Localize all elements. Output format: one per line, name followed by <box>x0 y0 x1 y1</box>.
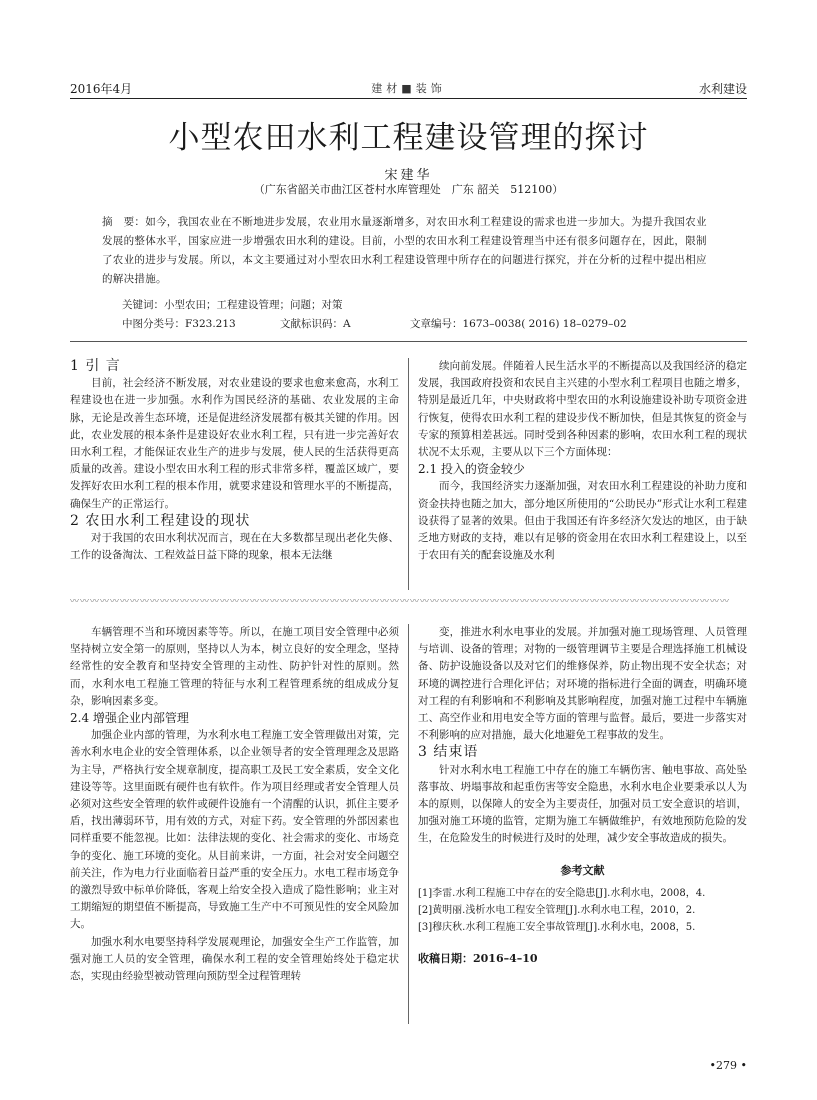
section-heading-intro: 1 引 言 <box>70 358 121 374</box>
subsection-heading-2-4: 2.4 增强企业内部管理 <box>70 711 189 726</box>
paragraph-conclusion: 针对水利水电工程施工中存在的施工车辆伤害、触电事故、高处坠落事故、坍塌事故和起重伤害等安全隐患，水利水电企业要秉承以人为本的原则，以保障人的安全为主要责任，加强对员工安全意识的培训，加强对施工环境的监管，定期为施工车辆做维护，有效地预防危险的发生，在危险发生的时候进行及时的处理，减少安全事故造成的损失。 <box>418 763 747 845</box>
lower-left-column <box>70 624 399 985</box>
paragraph-continued: 续向前发展。伴随着人民生活水平的不断提高以及我国经济的稳定发展，我国政府投资和农民自主兴建的小型水利工程项目也随之增多，特别是最近几年，中央财政将中型农田的水利设施建设补助专项资金进行恢复，使得农田水利工程的建设步伐不断加快，但是其恢复的资金与专家的预算相差甚远。同时受到各种因素的影响，农田水利工程的现状状况不太乐观，主要从以下三个方面体现： <box>418 360 747 459</box>
article-number: 文章编号：1673–0038( 2016) 18–0279–02 <box>410 318 627 330</box>
affiliation: （广东省韶关市曲江区苍村水库管理处 广东 韶关 512100） <box>253 183 564 196</box>
upper-left-column <box>70 358 399 564</box>
abstract: 摘 要：如今，我国农业在不断地进步发展，农业用水量逐渐增多，对农田水利工程建设的需求也进一步加大。为提升我国农业发展的整体水平，国家应进一步增强农田水利的建设。目前，小型的农田水利工程建设管理当中还有很多问题存在，因此，限制了农业的进步与发展。所以，本文主要通过对小型农田水利工程建设管理中所存在的问题进行探究，并在分析的过程中提出相应的解决措施。 <box>102 216 707 285</box>
reference-item: [3]穆庆秋.水利工程施工安全事故管理[J].水利水电，2008，5. <box>418 921 696 933</box>
references-list <box>418 885 747 936</box>
paragraph-supervision: 加强水利水电要坚持科学发展观理论，加强安全生产工作监管，加强对施工人员的安全管理，确保水利工程的安全管理始终处于稳定状态，实现由经验型被动管理向预防型全过程管理转 <box>70 935 399 983</box>
section-heading-conclusion: 3 结束语 <box>418 744 479 761</box>
section-heading-status: 2 农田水利工程建设的现状 <box>70 512 251 529</box>
header-date: 2016年4月 <box>70 82 133 96</box>
lower-right-column <box>418 624 747 967</box>
header-rule <box>70 98 747 99</box>
keywords: 关键词：小型农田；工程建设管理；问题；对策 <box>122 299 343 311</box>
paragraph-status: 对于我国的农田水利状况而言，现在在大多数都呈现出老化失修、工作的设备淘汰、工程效益日益下降的现象，根本无法继 <box>70 532 399 562</box>
paragraph-management: 变，推进水利水电事业的发展。并加强对施工现场管理、人员管理与培训、设备的管理；对物的一级管理调节主要是合理选择施工机械设备、防护设施设备以及对它们的维修保养，防止物出现不安全状态；对环境的调控进行合理化评估；对环境的指标进行全面的调查，明确环境对工程的有利影响和不利影响及其影响程度，加强对施工过程中车辆施工、高空作业和用电安全等方面的管理与监督。最后，要进一步落实对不利影响的应对措施，最大化地避免工程事故的发生。 <box>418 626 747 742</box>
document-code: 文献标识码：A <box>280 318 351 330</box>
article-title: 小型农田水利工程建设管理的探讨 <box>168 120 649 156</box>
wave-separator: 〰〰〰〰〰〰〰〰〰〰〰〰〰〰〰〰〰〰〰〰〰〰〰〰〰〰〰〰〰〰〰〰〰〰〰〰〰〰〰〰〰〰〰〰〰〰〰〰〰〰〰〰〰〰〰〰〰〰〰〰〰〰〰〰〰〰 <box>70 597 731 607</box>
column-divider-upper <box>408 358 409 590</box>
paragraph-2-1: 而今，我国经济实力逐渐加强，对农田水利工程建设的补助力度和资金扶持也随之加大，部分地区所使用的“公助民办”形式让水利工程建设获得了显著的效果。但由于我国还有许多经济欠发达的地区，由于缺乏地方财政的支持，难以有足够的资金用在农田水利工程建设上，以至于农田有关的配套设施及水利 <box>418 480 747 562</box>
clc-number: 中图分类号：F323.213 <box>122 318 236 330</box>
column-divider-lower <box>408 624 409 1024</box>
meta-rule <box>70 341 747 342</box>
author: 宋建华 <box>384 168 433 183</box>
header-journal: 建材■装饰 <box>371 82 446 95</box>
header-section: 水利建设 <box>698 82 747 96</box>
upper-right-column <box>418 358 747 564</box>
subsection-heading-2-1: 2.1 投入的资金较少 <box>418 462 525 477</box>
paragraph-2-4: 加强企业内部的管理，为水利水电工程施工安全管理做出对策，完善水利水电企业的安全管理体系，以企业领导者的安全管理理念及思路为主导，严格执行安全规章制度，提高职工及民工安全素质，安全文化建设等等。这里面既有硬件也有软件。作为项目经理或者安全管理人员必须对这些安全管理的软件或硬件设施有一个清醒的认识，抓住主要矛盾，找出薄弱环节，用有效的方式，对症下药。安全管理的外部因素也同样重要不能忽视。比如：法律法规的变化、社会需求的变化、市场竞争的变化、施工环境的变化。从目前来讲，一方面，社会对安全问题空前关注，作为电力行业面临着日益严重的安全压力。水电工程市场竞争的激烈导致中标单价降低，客观上给安全投入造成了隐性影响；业主对工期缩短的期望值不断提高，导致施工生产中不可预见性的安全风险加大。 <box>70 729 399 931</box>
paragraph-intro: 目前，社会经济不断发展，对农业建设的要求也愈来愈高，水利工程建设也在进一步加强。水利作为国民经济的基础、农业发展的主命脉，无论是改善生态环境，还是促进经济发展都有极其关键的作用。因此，农业发展的根本条件是建设好农业水利工程，只有进一步完善好农田水利工程，才能保证农业生产的进步与发展，使人民的生活获得更高质量的改善。建设小型农田水利工程的形式非常多样，覆盖区域广，要发挥好农田水利工程的根本作用，就要求建设和管理水平的不断提高，确保生产的正常运行。 <box>70 377 399 510</box>
page-number: •279 • <box>709 1059 747 1072</box>
reference-item: [1]李雷.水利工程施工中存在的安全隐患[J].水利水电，2008，4. <box>418 887 706 899</box>
reference-item: [2]黄明丽.浅析水电工程安全管理[J].水利水电工程，2010，2. <box>418 904 696 916</box>
received-date: 收稿日期：2016–4–10 <box>418 951 538 965</box>
paragraph-safety: 车辆管理不当和环境因素等等。所以，在施工项目安全管理中必须坚持树立安全第一的原则，坚持以人为本，树立良好的安全理念，坚持经常性的安全教育和坚持安全管理的主动性、防护针对性的原则。然而，水利水电工程施工管理的特征与水利工程管理系统的组成成分复杂，影响因素多变。 <box>70 626 399 707</box>
references-title: 参考文献 <box>560 863 605 877</box>
